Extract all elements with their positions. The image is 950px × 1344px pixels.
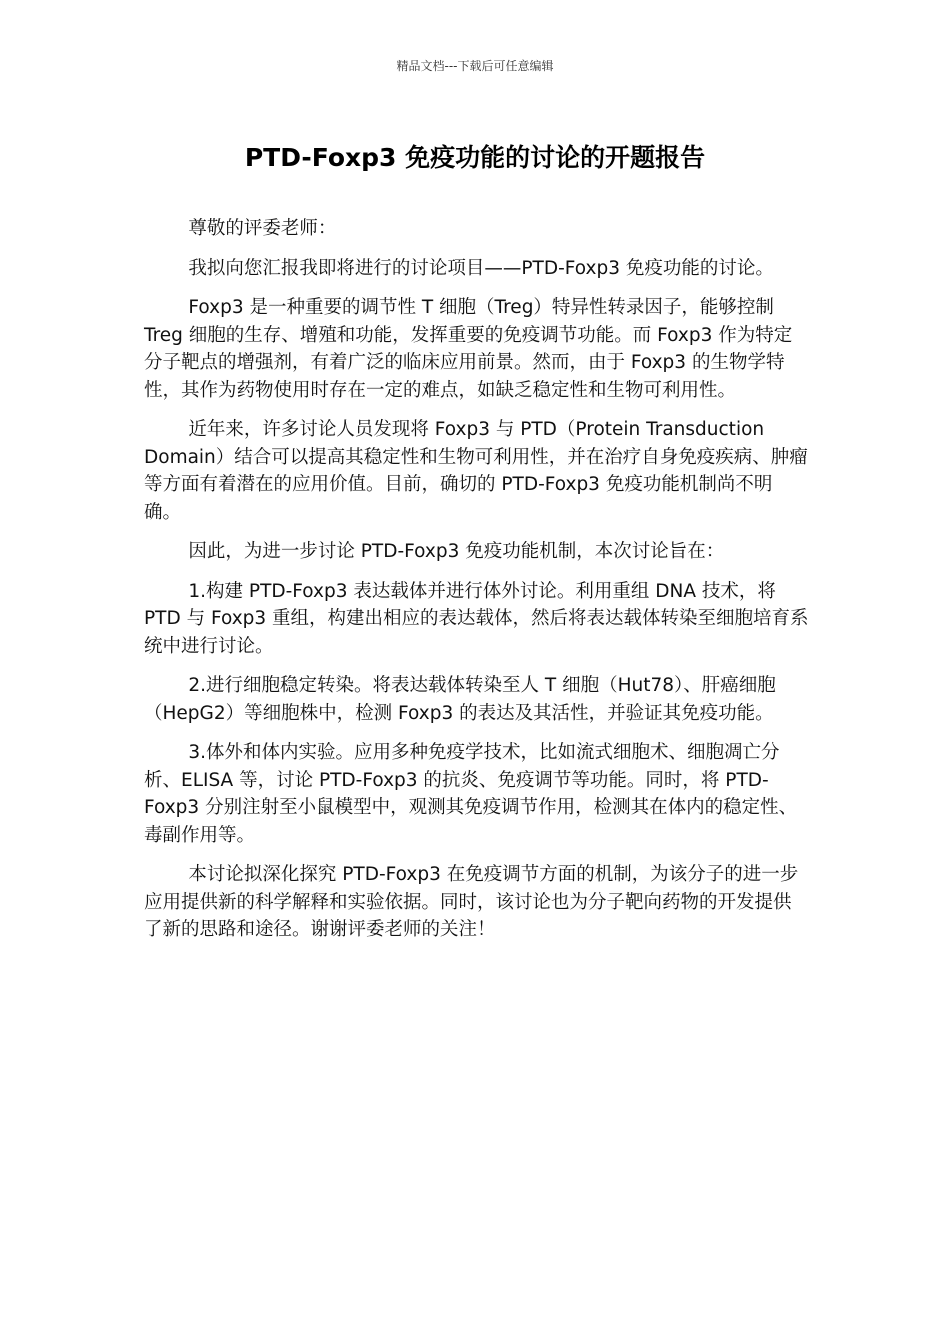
paragraph-aim-1: 1.构建 PTD-Foxp3 表达载体并进行体外讨论。利用重组 DNA 技术，将 PTD 与 Foxp3 重组，构建出相应的表达载体，然后将表达载体转染至细胞培育系统中进行讨论。 xyxy=(144,580,809,657)
paragraph-aim-2: 2.进行细胞稳定转染。将表达载体转染至人 T 细胞（Hut78）、肝癌细胞（HepG2）等细胞株中，检测 Foxp3 的表达及其活性，并验证其免疫功能。 xyxy=(144,675,776,724)
paragraph-research-status: 近年来，许多讨论人员发现将 Foxp3 与 PTD（Protein Transduction Domain）结合可以提高其稳定性和生物可利用性，并在治疗自身免疫疾病、肿瘤等方面有着潜在的应用价值。目前，确切的 PTD-Foxp3 免疫功能机制尚不明确。 xyxy=(144,419,808,523)
salutation: 尊敬的评委老师： xyxy=(188,218,337,239)
document-title: PTD-Foxp3 免疫功能的讨论的开题报告 xyxy=(244,143,706,172)
header-note: 精品文档---下载后可任意编辑 xyxy=(396,59,554,73)
paragraph-intro: 我拟向您汇报我即将进行的讨论项目——PTD-Foxp3 免疫功能的讨论。 xyxy=(188,257,774,279)
paragraph-aims-lead: 因此，为进一步讨论 PTD-Foxp3 免疫功能机制，本次讨论旨在： xyxy=(188,541,725,562)
paragraph-background: Foxp3 是一种重要的调节性 T 细胞（Treg）特异性转录因子，能够控制 Treg 细胞的生存、增殖和功能，发挥重要的免疫调节功能。而 Foxp3 作为特定分子靶点的增强剂，有着广泛的临床应用前景。然而，由于 Foxp3 的生物学特性，其作为药物使用时存在一定的难点，如缺乏稳定性和生物可利用性。 xyxy=(144,297,793,401)
paragraph-aim-3: 3.体外和体内实验。应用多种免疫学技术，比如流式细胞术、细胞凋亡分析、ELISA 等，讨论 PTD-Foxp3 的抗炎、免疫调节等功能。同时，将 PTD-Foxp3 分别注射至小鼠模型中，观测其免疫调节作用，检测其在体内的稳定性、毒副作用等。 xyxy=(144,742,798,846)
paragraph-conclusion: 本讨论拟深化探究 PTD-Foxp3 在免疫调节方面的机制，为该分子的进一步应用提供新的科学解释和实验依据。同时，该讨论也为分子靶向药物的开发提供了新的思路和途径。谢谢评委老师的关注！ xyxy=(144,864,799,940)
document-body xyxy=(144,215,809,956)
